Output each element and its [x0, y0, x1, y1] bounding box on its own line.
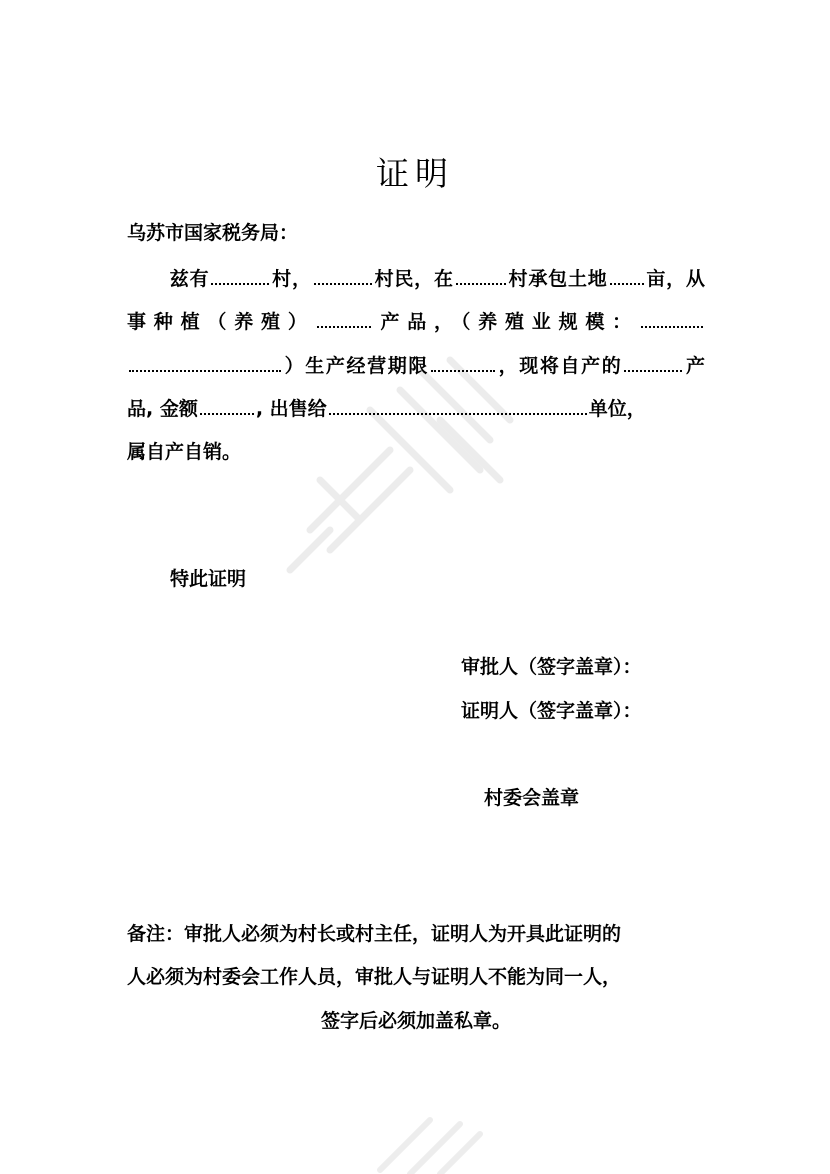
body-text-11: 单位，: [588, 397, 646, 420]
note-line-1: 备注：审批人必须为村长或村主任，证明人为开具此证明的: [127, 923, 622, 945]
note-line-3: 签字后必须加盖私章。: [320, 1009, 511, 1032]
note-line-2: 人必须为村委会工作人员，审批人与证明人不能为同一人，: [127, 966, 622, 989]
blank-business-period[interactable]: [431, 369, 495, 372]
body-text-8: ，现将自产的: [496, 354, 623, 377]
body-text-5: 亩，从事种植（养殖）: [127, 268, 705, 334]
blank-own-product[interactable]: [624, 369, 682, 372]
watermark-bottom-icon: [370, 1090, 490, 1174]
blank-land-area[interactable]: [610, 282, 644, 285]
addressee: 乌苏市国家税务局：: [127, 222, 299, 244]
body-text-2: 村，: [271, 268, 312, 290]
blank-breeding-scale-cont[interactable]: [129, 369, 281, 372]
blank-village-1[interactable]: [211, 282, 269, 285]
certifier-signature-label: 证明人（签字盖章）：: [461, 700, 642, 722]
body-text-4: 村承包土地: [507, 268, 608, 290]
certificate-body: [127, 258, 705, 474]
body-text-3: 村民，在: [373, 268, 454, 290]
remarks-note: [127, 913, 705, 1043]
blank-village-2[interactable]: [456, 282, 506, 285]
blank-product-type[interactable]: [317, 325, 371, 328]
closing-statement: 特此证明: [170, 568, 247, 590]
body-text-10: , 出售给: [255, 397, 327, 420]
village-committee-seal-label: 村委会盖章: [484, 787, 580, 809]
body-text-6: 产品，（养殖业规模：: [372, 311, 639, 334]
document-title: 证明: [376, 154, 454, 193]
blank-breeding-scale[interactable]: [641, 325, 703, 328]
body-text-1: 兹有: [169, 268, 210, 290]
body-text-7: ）生产经营期限: [283, 354, 429, 377]
blank-villager-name[interactable]: [314, 282, 372, 285]
blank-amount[interactable]: [200, 412, 254, 415]
approver-signature-label: 审批人（签字盖章）：: [461, 656, 642, 678]
body-text-9: 产品, 金额: [127, 354, 705, 420]
body-text-12: 属自产自销。: [127, 441, 242, 464]
blank-buyer-unit[interactable]: [329, 412, 587, 415]
